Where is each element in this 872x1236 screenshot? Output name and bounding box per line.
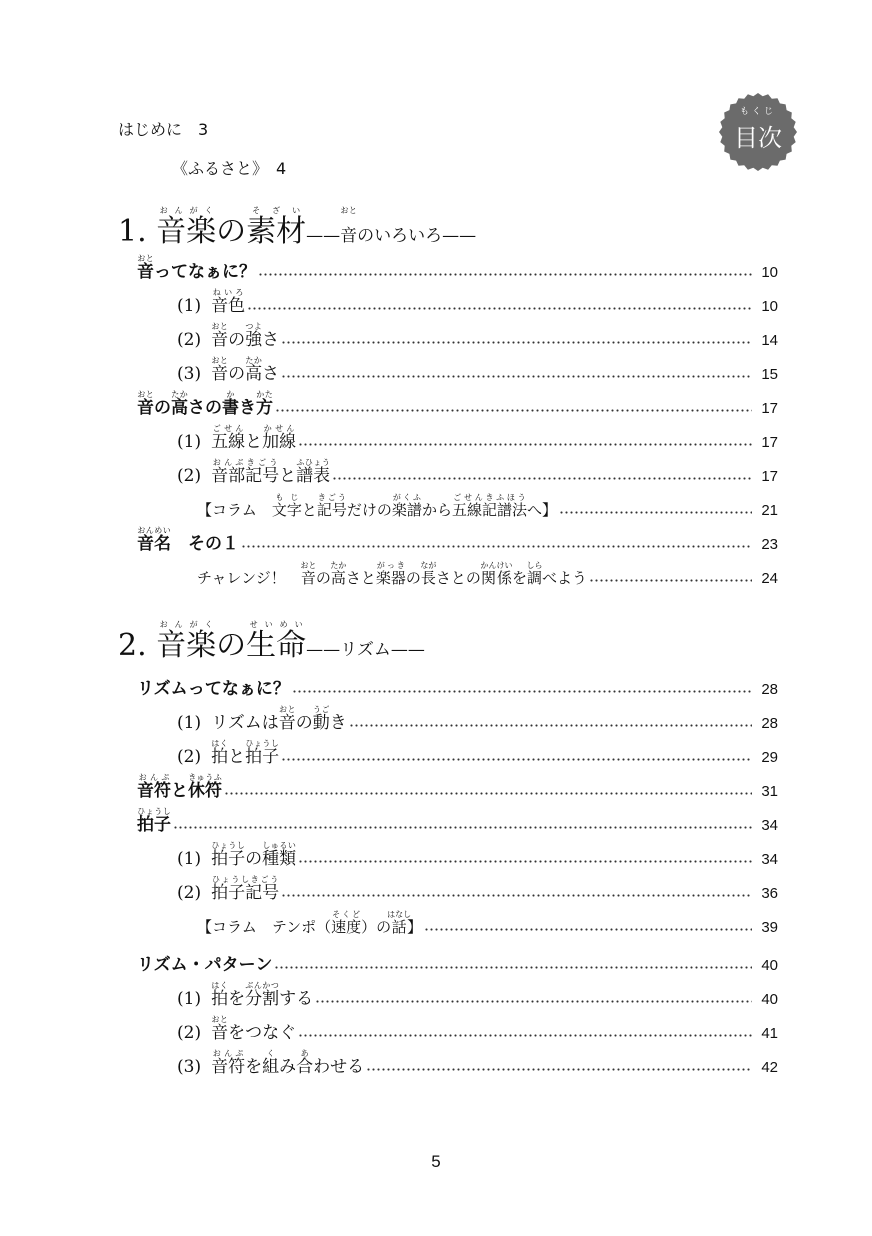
dot-leader (173, 826, 752, 829)
text-segment: わせる (313, 1057, 365, 1077)
dot-leader (241, 545, 752, 548)
furigana: か (222, 390, 239, 399)
entry-page: 3 (198, 120, 209, 139)
text-segment: を (511, 569, 527, 587)
ruby-text: 音色ねいろ (211, 288, 246, 316)
dot-leader (559, 511, 752, 514)
dot-leader (589, 579, 752, 582)
text-segment: と (301, 501, 317, 519)
text-segment: の (405, 569, 421, 587)
ruby-text: 音符おんぷ (211, 1049, 246, 1077)
ruby-text: 素材そざい (246, 206, 307, 249)
entry-page: 15 (761, 366, 778, 383)
entry-label (211, 705, 347, 735)
ruby-text: 種類しゅるい (262, 841, 297, 869)
furigana: かんけい (480, 561, 513, 570)
toc-entry[interactable] (0, 420, 872, 454)
dot-leader (281, 758, 752, 761)
chapter-number: 2. (118, 628, 157, 663)
badge-title: 目次 (734, 124, 782, 152)
text-segment: の (216, 628, 247, 663)
chapter-heading-2 (118, 620, 425, 664)
ruby-text: 拍子ひょうし (245, 739, 280, 767)
dot-leader (274, 966, 752, 969)
ruby-text: 関係かんけい (480, 561, 513, 587)
furigana: そくど (331, 910, 362, 919)
entry-number: (2) (177, 330, 202, 350)
dot-leader (332, 477, 752, 480)
toc-entry[interactable] (0, 352, 872, 386)
entry-number: (3) (177, 1057, 202, 1077)
furigana: うご (312, 705, 330, 714)
entry-label (211, 322, 279, 352)
dot-leader (298, 860, 752, 863)
ruby-text: 楽器がっき (375, 561, 406, 587)
entry-page: 31 (761, 783, 778, 800)
furigana: おんぷ (137, 773, 171, 782)
ruby-text: 五線記譜法ごせんきふほう (451, 493, 527, 519)
text-segment: —— (306, 226, 341, 246)
furigana: おと (137, 390, 154, 399)
chapter-number: 1. (118, 214, 157, 249)
ruby-text: 拍はく (211, 739, 229, 767)
entry-page: 41 (761, 1025, 778, 1042)
ruby-text: 加線かせん (262, 424, 297, 452)
ruby-text: 高たか (171, 390, 188, 418)
ruby-text: 譜表ふひょう (296, 458, 331, 486)
entry-label (197, 561, 587, 590)
entry-label (137, 950, 272, 977)
furigana: せいめい (246, 620, 307, 629)
dot-leader (349, 724, 752, 727)
entry-label (137, 807, 171, 837)
furigana: ぶんかつ (245, 981, 280, 990)
dot-leader (224, 792, 752, 795)
ruby-text: 調しら (526, 561, 543, 587)
text-segment: 】 (407, 918, 423, 936)
toc-entry[interactable] (0, 1045, 872, 1079)
entry-label (211, 875, 279, 905)
text-segment: その１ (171, 534, 239, 554)
text-segment: を (245, 1057, 263, 1077)
entry-label (137, 254, 256, 284)
furigana: おと (211, 1015, 229, 1024)
entry-label: はじめに (118, 120, 183, 139)
ruby-text: 拍子記号ひょうしきごう (211, 875, 280, 903)
entry-number: (1) (177, 713, 202, 733)
furigana: おんがく (156, 620, 217, 629)
furigana: がくふ (391, 493, 422, 502)
text-segment: 【コラム (197, 501, 272, 519)
ruby-text: 合あ (296, 1049, 314, 1077)
dot-leader (258, 273, 752, 276)
text-segment: さ (262, 330, 280, 350)
toc-entry[interactable] (0, 488, 872, 522)
ruby-text: 拍子ひょうし (211, 841, 246, 869)
furigana: ひょうし (245, 739, 280, 748)
furigana: おんがく (156, 206, 217, 215)
entry-label (137, 674, 290, 701)
toc-entry[interactable] (0, 735, 872, 769)
toc-entry[interactable] (0, 250, 872, 284)
entry-page: 40 (761, 991, 778, 1008)
toc-entry[interactable] (0, 905, 872, 939)
ruby-text: 組く (262, 1049, 280, 1077)
furigana: つよ (245, 322, 263, 331)
entry-page: 23 (761, 536, 778, 553)
entry-label (211, 356, 279, 386)
toc-entry[interactable] (0, 943, 872, 977)
text-segment: と (171, 781, 188, 801)
chapter-subtitle (306, 640, 425, 660)
text-segment: の (154, 398, 171, 418)
ruby-text: 音おと (340, 206, 358, 246)
text-segment: と (245, 432, 263, 452)
text-segment: ってなぁに？ (154, 262, 256, 282)
furigana: かせん (262, 424, 297, 433)
text-segment: リズムは (211, 713, 279, 733)
text-segment: ）の (361, 918, 392, 936)
entry-page: 10 (761, 264, 778, 281)
entry-number: (2) (177, 1023, 202, 1043)
ruby-text: 動うご (312, 705, 330, 733)
furigana: く (262, 1049, 280, 1058)
toc-entry[interactable] (0, 454, 872, 488)
furigana: たか (330, 561, 347, 570)
furigana: たか (245, 356, 263, 365)
ruby-text: 高たか (330, 561, 347, 587)
ruby-text: 文字もじ (271, 493, 302, 519)
ruby-text: 話はなし (387, 910, 412, 936)
ruby-text: 音符おんぷ (137, 773, 171, 801)
ruby-text: 音おと (137, 390, 154, 418)
entry-label (211, 1049, 364, 1079)
toc-entry[interactable] (0, 522, 872, 556)
furigana: ごせんきふほう (451, 493, 527, 502)
dot-leader (424, 928, 752, 931)
chapter-2-entries (0, 667, 872, 1079)
text-segment: の (245, 849, 263, 869)
furigana: しゅるい (262, 841, 297, 850)
entry-page: 24 (761, 570, 778, 587)
entry-label (137, 773, 222, 803)
text-segment: のいろいろ—— (357, 226, 477, 246)
entry-number: (2) (177, 883, 202, 903)
ruby-text: 楽譜がくふ (391, 493, 422, 519)
entry-label (137, 526, 239, 556)
dot-leader (298, 443, 752, 446)
entry-number: (1) (177, 296, 202, 316)
ruby-text: 書か (222, 390, 239, 418)
ruby-text: 拍はく (211, 981, 229, 1009)
entry-number: (2) (177, 466, 202, 486)
furigana: はく (211, 739, 229, 748)
entry-page: 17 (761, 434, 778, 451)
entry-number: (1) (177, 849, 202, 869)
chapter-subtitle (306, 206, 477, 246)
text-segment: する (279, 989, 314, 1009)
text-segment: き (329, 713, 347, 733)
entry-number: (2) (177, 747, 202, 767)
furigana: おと (137, 254, 154, 263)
entry-number: (1) (177, 432, 202, 452)
ruby-text: 音おと (278, 705, 296, 733)
entry-label (211, 458, 330, 488)
text-segment: から (421, 501, 452, 519)
dot-leader (281, 341, 752, 344)
furigana: きゅうふ (188, 773, 222, 782)
text-segment: をつなぐ (228, 1023, 297, 1043)
dot-leader (281, 894, 752, 897)
entry-page: 14 (761, 332, 778, 349)
furigana: あ (296, 1049, 314, 1058)
furigana: おんぷ (211, 1049, 246, 1058)
toc-entry[interactable] (0, 837, 872, 871)
furigana: きごう (316, 493, 347, 502)
furigana: ひょうし (137, 807, 171, 816)
toc-entry[interactable] (0, 803, 872, 837)
toc-entry[interactable] (0, 701, 872, 735)
furigana: ねいろ (211, 288, 246, 297)
toc-entry[interactable] (0, 871, 872, 905)
text-segment: さとの (435, 569, 481, 587)
toc-entry[interactable] (0, 1011, 872, 1045)
text-segment: 【コラム テンポ（ (197, 918, 332, 936)
dot-leader (292, 690, 752, 693)
furigana: おんぶきごう (211, 458, 280, 467)
text-segment: チャレンジ！ (197, 569, 301, 587)
text-segment: さの (188, 398, 222, 418)
dot-leader (275, 409, 752, 412)
furigana: たか (171, 390, 188, 399)
ruby-text: 速度そくど (331, 910, 362, 936)
ruby-text: 音部記号おんぶきごう (211, 458, 280, 486)
text-segment: の (216, 214, 247, 249)
entry-page: 36 (761, 885, 778, 902)
furigana: おと (211, 356, 229, 365)
contents-badge (718, 92, 798, 172)
entry-label (211, 841, 296, 871)
toc-furusato-entry[interactable] (172, 156, 286, 179)
entry-label (197, 493, 557, 522)
ruby-text: 音おと (211, 356, 229, 384)
entry-page: 34 (761, 851, 778, 868)
text-segment: ——リズム—— (306, 640, 425, 660)
dot-leader (281, 375, 752, 378)
entry-page: 17 (761, 400, 778, 417)
furigana: おと (278, 705, 296, 714)
entry-label (211, 424, 296, 454)
furigana: もじ (271, 493, 302, 502)
furigana: なが (420, 561, 437, 570)
ruby-text: 強つよ (245, 322, 263, 350)
furigana: しら (526, 561, 543, 570)
chapter-heading-1 (118, 206, 476, 250)
ruby-text: 音おと (211, 322, 229, 350)
ruby-text: 音おと (211, 1015, 229, 1043)
furigana: ふひょう (296, 458, 331, 467)
toc-entry[interactable] (0, 977, 872, 1011)
dot-leader (247, 307, 752, 310)
entry-label (211, 288, 245, 318)
toc-entry[interactable] (0, 318, 872, 352)
entry-label (197, 910, 422, 939)
entry-label (211, 739, 279, 769)
entry-page: 17 (761, 468, 778, 485)
text-segment: へ】 (526, 501, 557, 519)
ruby-text: 高たか (245, 356, 263, 384)
toc-entry[interactable] (0, 667, 872, 701)
ruby-text: 拍子ひょうし (137, 807, 171, 835)
ruby-text: 音楽おんがく (156, 620, 217, 663)
furigana: おと (211, 322, 229, 331)
entry-page: 4 (276, 159, 287, 178)
toc-intro-entry[interactable] (118, 117, 208, 140)
entry-page: 28 (761, 715, 778, 732)
furigana: おと (340, 206, 358, 215)
furigana: かた (256, 390, 273, 399)
text-segment: リズムってなぁに？ (137, 679, 290, 699)
text-segment: み (279, 1057, 297, 1077)
toc-entry[interactable] (0, 284, 872, 318)
entry-number: (3) (177, 364, 202, 384)
text-segment: べよう (541, 569, 587, 587)
ruby-text: 方かた (256, 390, 273, 418)
chapter-1-entries (0, 250, 872, 590)
text-segment: を (228, 989, 246, 1009)
badge-ruby: もくじ (739, 107, 776, 117)
ruby-text: 音楽おんがく (156, 206, 217, 249)
entry-label (211, 981, 313, 1011)
text-segment: と (228, 747, 246, 767)
ruby-text: 休符きゅうふ (188, 773, 222, 801)
dot-leader (315, 1000, 752, 1003)
text-segment: と (279, 466, 297, 486)
text-segment: の (295, 713, 313, 733)
entry-label (211, 1015, 296, 1045)
ruby-text: 分割ぶんかつ (245, 981, 280, 1009)
toc-entry[interactable] (0, 769, 872, 803)
text-segment: リズム・パターン (137, 955, 273, 975)
text-segment: さと (345, 569, 376, 587)
entry-page: 42 (761, 1059, 778, 1076)
furigana: おと (300, 561, 317, 570)
entry-page: 10 (761, 298, 778, 315)
entry-number: (1) (177, 989, 202, 1009)
ruby-text: 音おと (137, 254, 154, 282)
furigana: はく (211, 981, 229, 990)
page-number: 5 (431, 1152, 441, 1171)
text-segment: の (228, 364, 246, 384)
furigana: そざい (246, 206, 307, 215)
furigana: ひょうしきごう (211, 875, 280, 884)
text-segment: の (315, 569, 331, 587)
ruby-text: 五線ごせん (211, 424, 246, 452)
entry-label: 《ふるさと》 (172, 159, 261, 178)
entry-page: 21 (761, 502, 778, 519)
dot-leader (366, 1068, 752, 1071)
toc-entry[interactable] (0, 386, 872, 420)
entry-page: 29 (761, 749, 778, 766)
furigana: ごせん (211, 424, 246, 433)
text-segment: の (228, 330, 246, 350)
entry-page: 40 (761, 957, 778, 974)
entry-label (137, 390, 273, 420)
furigana: はなし (387, 910, 412, 919)
ruby-text: 記号きごう (316, 493, 347, 519)
text-segment: だけの (346, 501, 392, 519)
ruby-text: 長なが (420, 561, 437, 587)
ruby-text: 音名おんめい (137, 526, 171, 554)
entry-page: 34 (761, 817, 778, 834)
ruby-text: 音おと (300, 561, 317, 587)
entry-page: 39 (761, 919, 778, 936)
furigana: ひょうし (211, 841, 246, 850)
entry-page: 28 (761, 681, 778, 698)
text-segment: さ (262, 364, 280, 384)
text-segment: き (239, 398, 256, 418)
toc-entry[interactable] (0, 556, 872, 590)
furigana: おんめい (137, 526, 171, 535)
furigana: がっき (375, 561, 406, 570)
ruby-text: 生命せいめい (246, 620, 307, 663)
dot-leader (298, 1034, 752, 1037)
